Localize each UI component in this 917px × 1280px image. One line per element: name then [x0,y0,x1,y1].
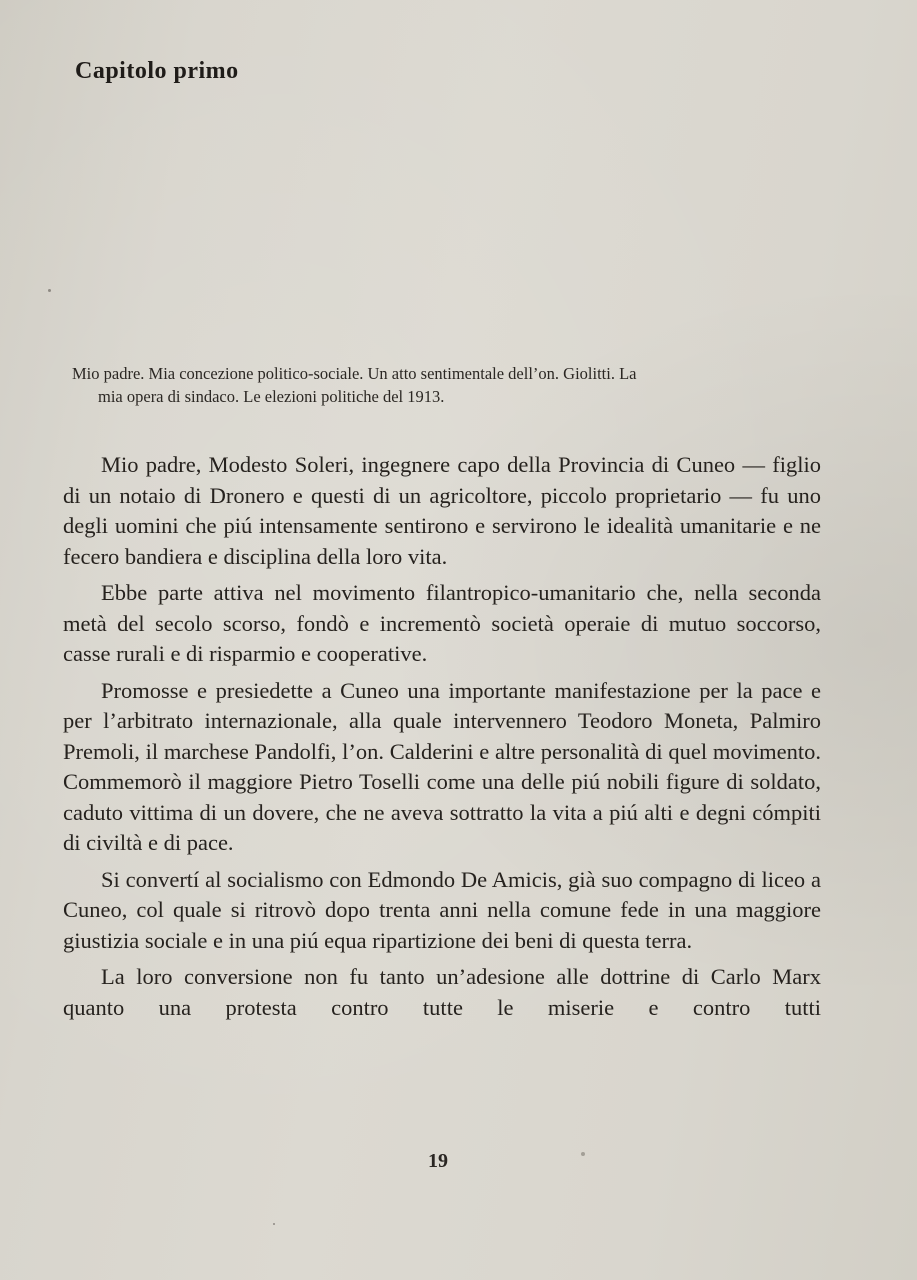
paper-speck [48,289,51,292]
chapter-summary-line-1: Mio padre. Mia concezione politico-sociale. Un atto sentimentale dell’on. Giolitti. La [72,364,637,383]
page-number: 19 [428,1150,448,1172]
chapter-summary [72,362,817,408]
paragraph: Ebbe parte attiva nel movimento filantropico-umanitario che, nella seconda metà del secolo scorso, fondò e incrementò società operaie di mutuo soccorso, casse rurali e di risparmio e cooperative. [63,580,821,666]
paragraph: Promosse e presiedette a Cuneo una importante manifestazione per la pace e per l’arbitrato internazionale, alla quale intervennero Teodoro Moneta, Palmiro Premoli, il marchese Pandolfi, l’on. Calderini e altre personalità di quel movimento. Commemorò il maggiore Pietro Toselli come una delle piú nobili figure di soldato, caduto vittima di un dovere, che ne aveva sottratto la vita a piú alti e degni cómpiti di civiltà e di pace. [63,677,821,855]
paragraph: La loro conversione non fu tanto un’adesione alle dottrine di Carlo Marx quanto una protesta contro tutte le miserie e contro tutti [63,964,821,1020]
paper-speck [273,1223,275,1225]
chapter-summary-line-2: mia opera di sindaco. Le elezioni politiche del 1913. [98,387,445,406]
chapter-title: Capitolo primo [75,58,239,84]
paragraph: Si convertí al socialismo con Edmondo De Amicis, già suo compagno di liceo a Cuneo, col quale si ritrovò dopo trenta anni nella comune fede in una maggiore giustizia sociale e in una piú equa ripartizione dei beni di questa terra. [63,866,821,953]
paragraph: Mio padre, Modesto Soleri, ingegnere capo della Provincia di Cuneo — figlio di un notaio di Dronero e questi di un agricoltore, piccolo proprietario — fu uno degli uomini che piú intensamente sentirono e servirono le idealità umanitarie e ne fecero bandiera e disciplina della loro vita. [63,452,821,569]
paper-speck [581,1152,585,1156]
body-text [63,450,821,1029]
